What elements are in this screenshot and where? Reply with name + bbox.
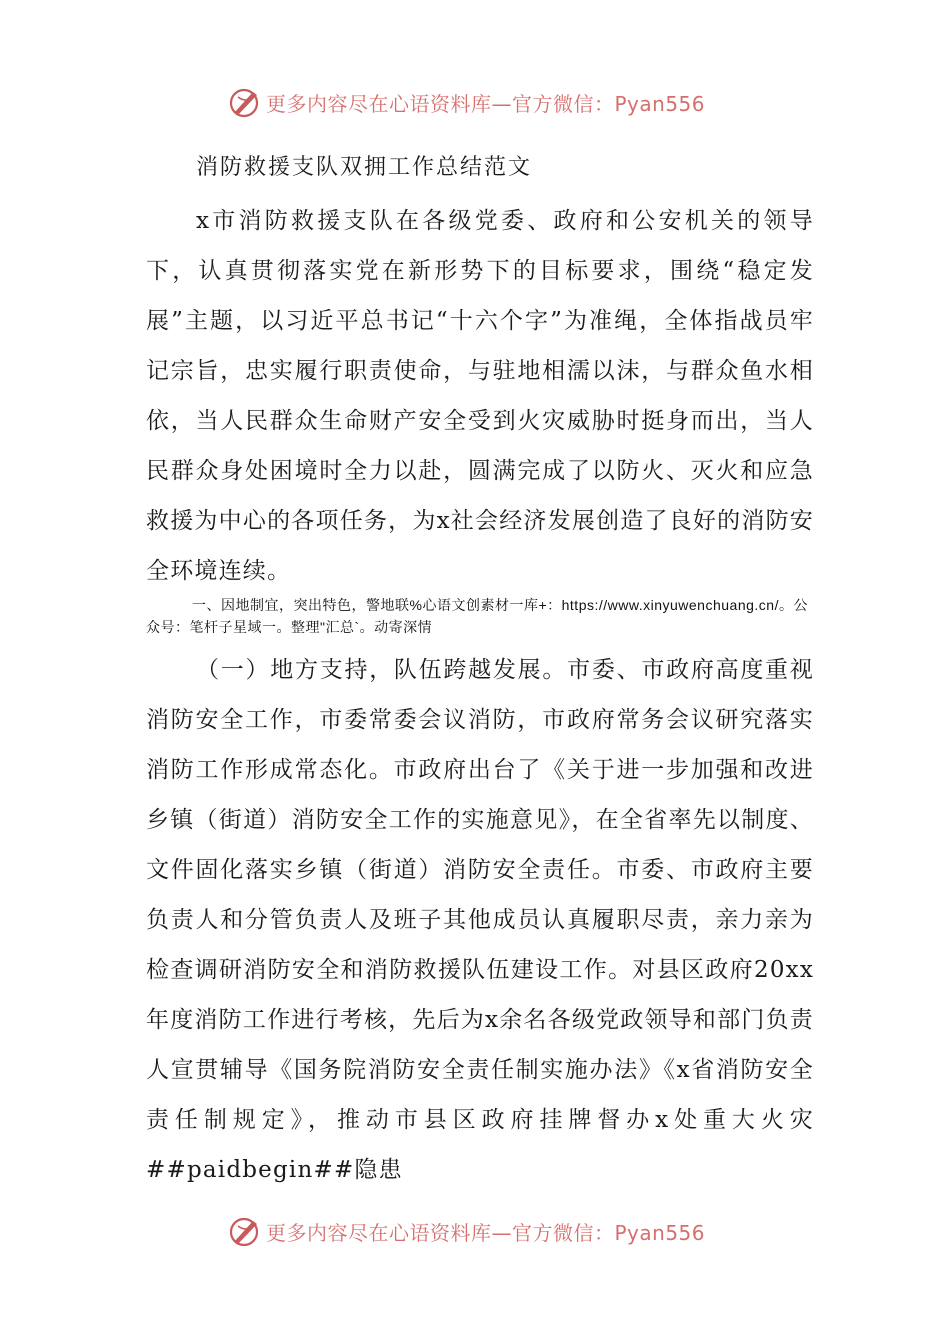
pen-seal-logo-icon [228, 1214, 262, 1248]
banner-text: 更多内容尽在心语资料库—官方微信：Pyan556 [266, 1220, 706, 1245]
footer-banner [228, 1211, 748, 1251]
body-paragraph-1: x市消防救援支队在各级党委、政府和公安机关的领导下，认真贯彻落实党在新形势下的目标要求，围绕“稳定发展”主题，以习近平总书记“十六个字”为准绳，全体指战员牢记宗旨，忠实履行职责使命，与驻地相濡以沫，与群众鱼水相依，当人民群众生命财产安全受到火灾威胁时挺身而出，当人民群众身处困境时全力以赴，圆满完成了以防火、灭火和应急救援为中心的各项任务，为x社会经济发展创造了良好的消防安全环境连续。 [146, 208, 814, 584]
body-paragraph-2: （一）地方支持，队伍跨越发展。市委、市政府高度重视消防安全工作，市委常委会议消防，市政府常务会议研究落实消防工作形成常态化。市政府出台了《关于进一步加强和改进乡镇（街道）消防安全工作的实施意见》，在全省率先以制度、文件固化落实乡镇（街道）消防安全责任。市委、市政府主要负责人和分管负责人及班子其他成员认真履职尽责，亲力亲为检查调研消防安全和消防救援队伍建设工作。对县区政府20xx年度消防工作进行考核，先后为x余名各级党政领导和部门负责人宣贯辅导《国务院消防安全责任制实施办法》《x省消防安全责任制规定》，推动市县区政府挂牌督办x处重大火灾##paidbegin##隐患 [146, 657, 814, 1183]
document-title: 消防救援支队双拥工作总结范文 [196, 155, 533, 180]
header-banner [228, 82, 748, 122]
pen-seal-logo-icon [228, 85, 262, 119]
section-heading: 一、因地制宜，突出特色，警地联%心语文创素材一库+：https://www.xinyuwenchuang.cn/。公众号：笔杆子星域一。整理"汇总`。动寄深情 [146, 597, 808, 635]
banner-text: 更多内容尽在心语资料库—官方微信：Pyan556 [266, 91, 706, 116]
